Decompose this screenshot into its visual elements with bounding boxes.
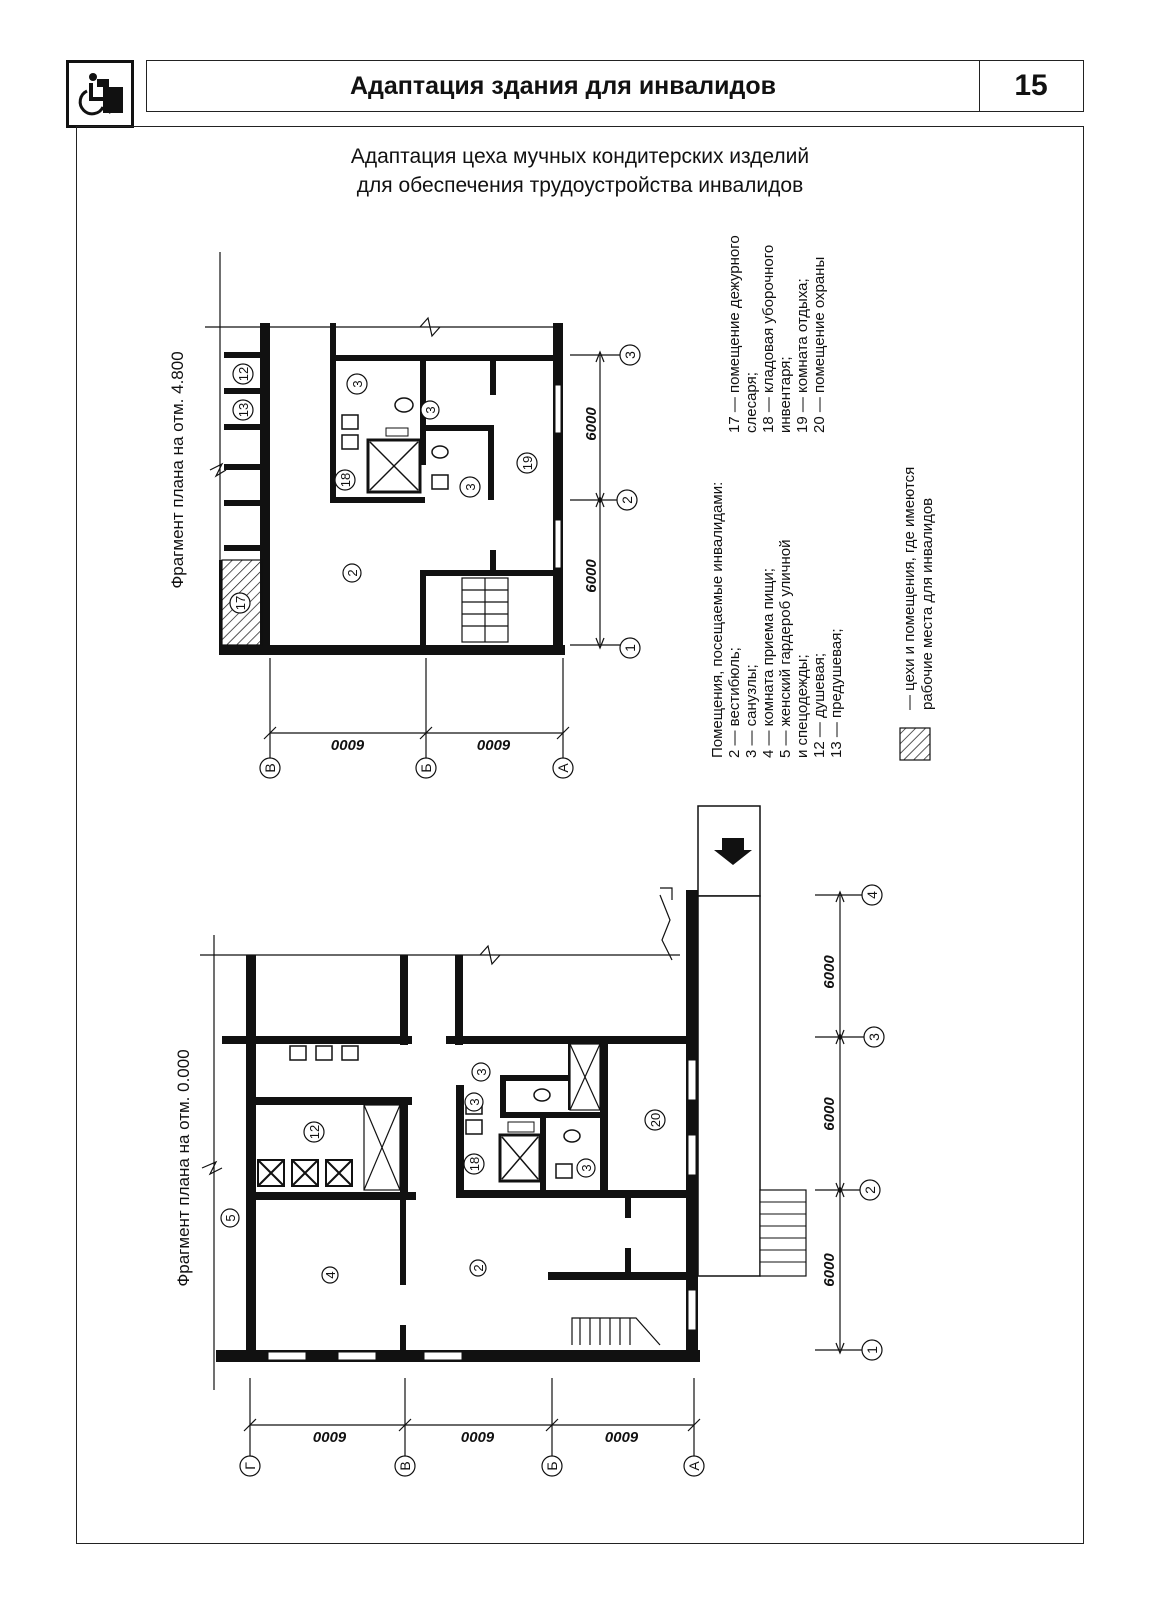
subtitle-line-1: Адаптация цеха мучных кондитерских изделий xyxy=(350,145,810,168)
lower-room-label: 4 xyxy=(323,1271,338,1279)
legend-item: 13 — предушевая; xyxy=(828,628,845,758)
lower-dim-vertical: 6000 xyxy=(821,1253,838,1287)
lower-dim-vertical: 6000 xyxy=(821,1097,838,1131)
legend-item: 17 — помещение дежурного xyxy=(726,235,743,433)
legend-item: 20 — помещение охраны xyxy=(811,256,828,433)
upper-room-label: 17 xyxy=(233,595,248,611)
page-title: Адаптация здания для инвалидов xyxy=(147,61,980,111)
legend-item: 18 — кладовая уборочного xyxy=(760,244,777,433)
lower-room-label: 3 xyxy=(474,1068,489,1076)
lower-room-label: 12 xyxy=(307,1124,322,1140)
legend-item: 19 — комната отдыха; xyxy=(794,278,811,433)
lower-axis-label: Г xyxy=(242,1462,258,1470)
upper-room-label: 18 xyxy=(338,472,353,488)
legend-item: 4 — комната приема пищи; xyxy=(760,568,777,758)
legend-item: слесаря; xyxy=(743,372,760,433)
upper-dim-vertical: 6000 xyxy=(583,407,600,441)
lower-axis-label: В xyxy=(397,1461,413,1471)
hatch-legend-swatch xyxy=(900,728,930,760)
upper-dim-vertical: 6000 xyxy=(583,559,600,593)
lower-axis-label: 3 xyxy=(866,1033,882,1041)
upper-plan xyxy=(168,252,640,778)
upper-axis-label: В xyxy=(262,763,278,773)
hatch-legend-note: рабочие места для инвалидов xyxy=(919,497,936,710)
lower-dim-horizontal: 6000 xyxy=(461,1428,495,1445)
upper-room-label: 12 xyxy=(236,366,251,382)
subtitle-line-2: для обеспечения трудоустройства инвалидов xyxy=(356,174,804,197)
upper-dim-horizontal: 6000 xyxy=(477,736,511,753)
upper-room-label: 3 xyxy=(423,406,438,414)
lower-axis-label: А xyxy=(686,1461,702,1471)
upper-axis-label: 2 xyxy=(619,496,635,504)
upper-axis-label: А xyxy=(555,763,571,773)
lower-room-label: 18 xyxy=(467,1156,482,1172)
lower-room-label: 3 xyxy=(467,1098,482,1106)
upper-axis-label: 3 xyxy=(622,351,638,359)
legend-item: инвентаря; xyxy=(777,356,794,433)
upper-room-label: 3 xyxy=(350,380,365,388)
lower-axis-label: 4 xyxy=(864,891,880,899)
upper-plan-title: Фрагмент плана на отм. 4.800 xyxy=(168,351,187,589)
upper-room-label: 19 xyxy=(520,455,535,471)
lower-axis-label: Б xyxy=(544,1461,560,1471)
lower-room-label: 5 xyxy=(223,1214,238,1222)
lower-dim-horizontal: 6000 xyxy=(605,1428,639,1445)
legend-item: и спецодежды; xyxy=(794,654,811,758)
upper-dim-horizontal: 6000 xyxy=(331,736,365,753)
upper-room-label: 2 xyxy=(345,569,360,577)
upper-axis-label: Б xyxy=(418,763,434,773)
hatch-legend-note: — цехи и помещения, где имеются xyxy=(901,466,918,710)
lower-room-label: 20 xyxy=(648,1112,663,1128)
legend-item: 12 — душевая; xyxy=(811,652,828,758)
lower-room-label: 3 xyxy=(579,1164,594,1172)
legend-item: 3 — санузлы; xyxy=(743,664,760,758)
lower-plan xyxy=(174,806,884,1476)
legend xyxy=(709,235,936,760)
lower-plan-title: Фрагмент плана на отм. 0.000 xyxy=(174,1049,193,1287)
legend-item: 5 — женский гардероб уличной xyxy=(777,539,794,758)
upper-axis-label: 1 xyxy=(622,644,638,652)
upper-room-label: 13 xyxy=(236,402,251,418)
page-number: 15 xyxy=(1014,69,1048,102)
legend-heading: Помещения, посещаемые инвалидами: xyxy=(709,481,726,758)
lower-axis-label: 1 xyxy=(864,1346,880,1354)
lower-dim-vertical: 6000 xyxy=(821,955,838,989)
legend-item: 2 — вестибюль; xyxy=(726,647,743,758)
lower-room-label: 2 xyxy=(471,1264,486,1272)
lower-axis-label: 2 xyxy=(862,1186,878,1194)
upper-room-label: 3 xyxy=(463,483,478,491)
lower-dim-horizontal: 6000 xyxy=(313,1428,347,1445)
